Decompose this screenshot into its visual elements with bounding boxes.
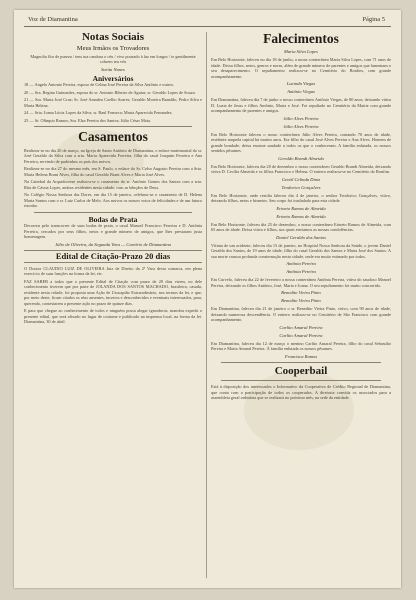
obituary-text: Em Diamantina, faleceu dia 7 de junho o nosso conterrâneo Antônio Viegas, de 80 anos, deixando viúva D. Luzia de Jesus e filhos Antônio, Maria e José. Foi sepultado no Cemitério da Matriz com grande acompanhamento de parentes e amigos. [211,97,391,114]
obituary-tail: Francisca Ramos [284,353,318,359]
aniversario-item: 25 — Sr. Olímpio Ramos; Sra. Elza Pereira dos Santos; Júlio César Mota. [24,117,152,123]
obituary-text: Em Diamantina, faleceu dia 12 de março o menino Carlito Amaral Pereira, filho do casal Sebastião Pereira e Maria Amaral Pereira. À família enlutada os nossos pêsames. [211,340,391,352]
edital-paragraph: E para que chegue ao conhecimento de todos e ninguém possa alegar ignorância, mandou expedir o presente edital, que será afixado no lugar de costume e publicado na imprensa local, na forma da lei. Diamantina, 30 de abril. [24,308,202,325]
poem-signature: Sarita Nunes [101,66,125,72]
obituary-heading: Daniel Geraldo dos Santos [276,234,326,240]
obituary-tail: Carlito Amaral Pereira [279,324,323,330]
column-divider [206,32,207,578]
aniversario-item: 21 — Sra. Maria José Cruz; Sr. José Amadeu Coelho Soares; Geraldo Moreira Brandão, Pedro Silva e Maria Helena. [24,97,202,108]
obituary-heading: Carlito Amaral Pereira [279,332,323,338]
obituary-text: Em Belo Horizonte, faleceu no dia 18 de junho, a nossa conterrânea Maria Silva Lopes, com 71 anos de idade. Deixa filhos, netos, genros e noras, além de grande número de parentes e amigos que lamentam o seu desaparecimento. O sepultamento realizou-se no Cemitério do Bonfim, com grande acompanhamento. [211,57,391,79]
obituary-tail: Benedito Vieira Pinto [281,290,321,296]
obituary-tail: Antônia Pereira [286,261,316,267]
casamento-item: Realizou-se no dia 27 do mesmo mês, em S. Paulo, o enlace do Sr. Celso Augusto Pereira com a Srta. Maria Helena Brant Alves, filha do casal Geraldo Brant Alves e Maria José Alves. [24,166,202,177]
obituary-tail: Lucinda Viegas [286,81,316,87]
notas-sociais-title: Notas Sociais [81,32,145,43]
falecimentos-title: Falecimentos [263,32,339,46]
cooperbail-title: Cooperbail [274,364,328,377]
obituary-heading: Benedito Vieira Pinto [281,298,321,304]
aniversario-item: 18 — Angelo Antonio Pereira, esposo de Celina José Pereira da Silva Antônio e outros. [24,82,175,88]
poem: Magnolia flor de pureza / tens tua candura o céu / vivo pousado à luz em longos / te gentilmente cobrem teu véu [30,53,196,65]
obituary-heading: Teodorico Gonçalves [281,184,321,190]
bodas-de-prata-title: Bodas de Prata [88,214,138,224]
section-rule [34,212,192,213]
aniversarios-title: Aniversários [92,73,134,83]
obituary-heading: Antônia Pereira [286,269,316,275]
obituary-text: Em Belo Horizonte, faleceu dia 20 de dezembro o nosso conterrâneo Geraldo Brandt Almeida, deixando viúva D. Cecília Almeida e os filhos Francisco e Helena. O enterro realizou-se no Cemitério do Bonfim. [211,163,391,175]
edital-paragraph: O Doutor CLAUDIO LUIZ DE OLIVEIRA Juiz de Direito da 2ª Vara desta comarca, em plena exercício de suas funções na forma da lei, etc. [24,265,202,277]
edital-title: Edital de Citação-Prazo 20 dias [24,250,202,263]
casamento-item: Na Catedral da Arquidiocese realizou-se o casamento do sr. Antônio Gomes dos Santos com a srta. Rita de Cássia Lopes, ambos residentes nesta cidade, com as bênçãos de Deus. [24,179,202,190]
right-column [211,32,391,578]
bodas-text: Decorreu pelo transcorrer de suas bodas de prata, o casal Manoel Francisco Ferreira e D. Antônia Ferreira, cercados por seus filhos, netos e grande número de amigos, que lhes prestaram justa homenagem. [24,223,202,240]
obituary-text: Em Belo Horizonte faleceu o nosso conterrâneo Júlio Alves Pereira, contando 70 anos de idade, residente naquela capital há muitos anos. Era filho do casal José Alves Pereira e Ana Alves. Homem de grande bondade, deixa enorme saudade a todos os que o conheceram. A família enlutada, os nossos sentidos pêsames. [211,131,391,154]
obituary-heading: Maria Silva Lopes [284,49,318,55]
obituary-heading: Geraldo Brandt Almeida [278,155,324,161]
section-rule [221,362,381,363]
obituary-tail: Gentil Celinda Diniz [281,176,321,182]
casamento-item: Realizou-se no dia 20 de março, na Igreja de Santo Antônio de Diamantina, o enlace matrimonial do sr. José Geraldo da Silva com a srta. Maria Aparecida Ferreira, filha do casal Joaquim Ferreira e Ana Ferreira, servindo de padrinhos os pais dos noivos. [24,147,202,164]
obituary-tail: Erineto Ramos de Almeida [276,205,326,211]
obituary-text: Em Belo Horizonte, faleceu dia 25 de dezembro, o nosso conterrâneo Erineto Ramos de Almeida, com 65 anos de idade. Deixa viúva e filhos, aos quais enviamos as nossas condolências. [211,221,391,233]
notas-sociais-subtitle: Meus Irmãos os Trovadores [76,44,150,52]
obituary-text: Em Curvelo, faleceu dia 22 de fevereiro a nossa conterrânea Antônia Pereira, viúva do saudoso Manoel Pereira, deixando os filhos Antônio, José, Maria e Joana. O seu sepultamento foi muito concorrido. [211,277,391,288]
cooperbail-text: Está à disposição dos interessados o Informativo da Cooperativa de Crédito Regional de Diamantina, que conta com a participação de todos os cooperados. A diretoria convida os associados para a assembleia geral ordinária que se realizará no próximo mês, na sede da entidade. [211,384,391,401]
obituary-text: Em Diamantina, faleceu dia 21 de janeiro o sr. Benedito Vieira Pinto, viúvo, com 90 anos de idade, deixando numerosa descendência. O enterro realizou-se no Cemitério de São Francisco com grande acompanhamento. [211,306,391,323]
aniversario-item: 24 — Srta. Joana Lúcia Lopes da Silva; sr. Raul Fonseca; Maria Aparecida Fernandes. [24,110,173,116]
bodas-signature: Júlio de Oliveira, da Segunda Vara — Cartório de Diamantina [55,241,171,247]
aniversario-item: 20 — Sra. Regina Guimarães, esposa do sr. Antonio Ribeiro de Aguiar; sr. Geraldo Lopes de Souza. [24,89,196,95]
running-header [24,16,391,27]
section-rule [34,126,192,127]
page-number: Página 5 [362,16,385,23]
obituary-heading: Júlio Alves Pereira [283,123,319,129]
newspaper-name: Voz de Diamantina [28,16,78,23]
edital-paragraph: FAZ SABER a todos que o presente Edital de Citação com prazo de 20 dias virem, ou dele conhecimento tiverem que por parte de JOLANDA DOS SANTOS MACHADO, brasileira, casada, residente nesta cidade, foi proposta uma Ação de Usucapião Extraordinário, nos termos da lei, e que, por meio deste, ficam citados os réus ausentes, incertos e desconhecidos e eventuais interessados, para, querendo, contestarem a presente ação no prazo de quinze dias. [24,278,202,306]
section-rule [221,380,381,381]
obituary-heading: Erineto Ramos de Almeida [276,213,326,219]
obituary-text: Em Belo Horizonte, onde residia faleceu dia 4 de janeiro, o senhor Teodorico Gonçalves, viúvo, deixando filhos, netos e bisnetos. Seu corpo foi trasladado para esta cidade. [211,192,391,204]
obituary-heading: Antônio Viegas [287,89,315,95]
obituary-text: Vítima de um acidente, faleceu dia 15 de janeiro, no Hospital Nossa Senhora da Saúde, o jovem Daniel Geraldo dos Santos, de 19 anos de idade, filho do casal Geraldo dos Santos e Maria José dos Santos. A sua morte causou profunda consternação nesta cidade, onde era muito estimado por todos. [211,242,391,259]
obituary-tail: Júlio Alves Pereira [283,115,319,121]
page-columns [24,32,391,578]
casamento-item: No Colégio Nossa Senhora das Dores, em dia 15 de janeiro, celebrou-se o casamento de D. Helena Maria Santos com o sr. Luiz Carlos de Melo. Aos noivos os nossos votos de felicidades e de um futuro risonho. [24,192,202,209]
casamentos-title: Casamentos [78,129,148,145]
left-column [24,32,202,578]
newspaper-page [14,10,401,588]
